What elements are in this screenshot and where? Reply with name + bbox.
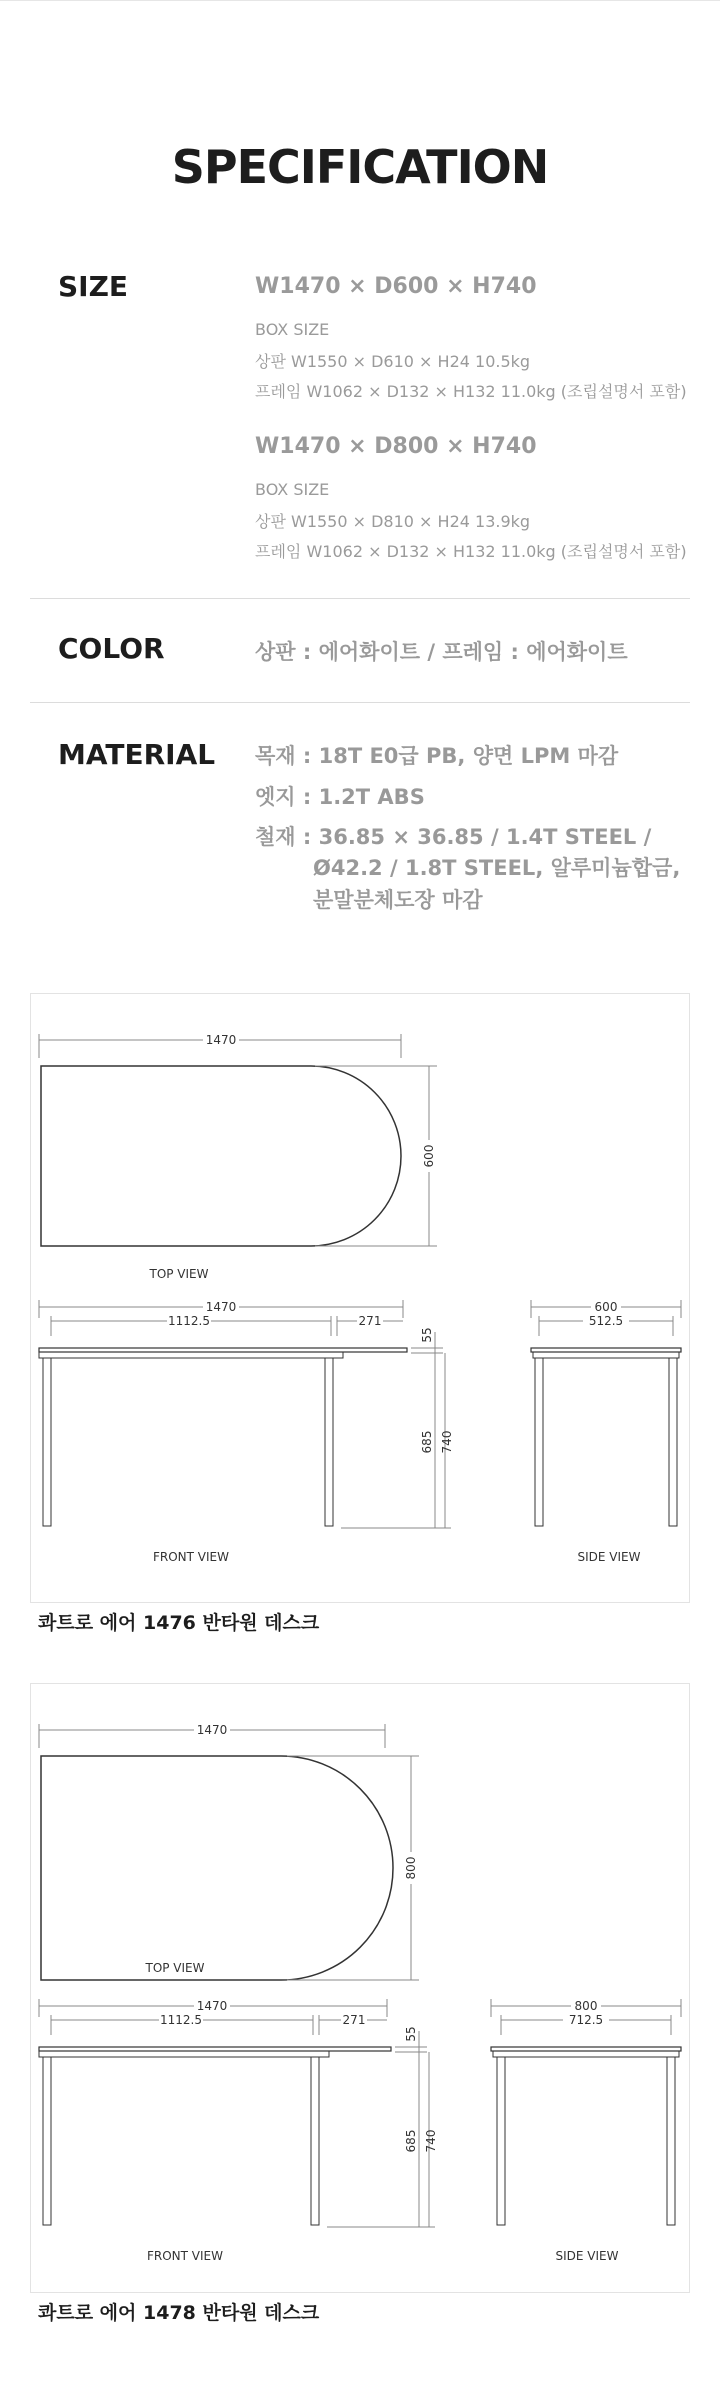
dim-frame-width: 1112.5: [160, 2013, 202, 2027]
dim-leg-height: 685: [420, 1430, 434, 1454]
front-left-leg: [43, 2057, 51, 2225]
box-size-label-1: BOX SIZE: [255, 320, 330, 339]
desk-drawing-2: [31, 1684, 689, 2292]
front-right-leg: [311, 2057, 319, 2225]
box-size-top-2: 상판 W1550 × D810 × H24 13.9kg: [255, 512, 531, 531]
box-size-frame-2: 프레임 W1062 × D132 × H132 11.0kg (조립설명서 포함): [255, 542, 687, 561]
table-top-outline: [41, 1066, 401, 1246]
dim-depth: 600: [422, 1144, 436, 1168]
dim-overhang: 271: [342, 2013, 366, 2027]
top-view-label: TOP VIEW: [149, 1267, 209, 1281]
side-left-leg: [535, 1358, 543, 1526]
material-steel: 철재 : 36.85 × 36.85 / 1.4T STEEL /: [255, 825, 652, 849]
material-wood: 목재 : 18T E0급 PB, 양면 LPM 마감: [255, 744, 619, 768]
side-right-leg: [667, 2057, 675, 2225]
front-right-leg: [325, 1358, 333, 1526]
material-steel-cont: Ø42.2 / 1.8T STEEL, 알루미늄합금,: [313, 856, 681, 880]
front-top-slab: [39, 1348, 407, 1352]
dim-top-thick: 55: [420, 1327, 434, 1343]
dim-front-width: 1470: [196, 1999, 228, 2013]
size-headline-2: W1470 × D800 × H740: [255, 434, 537, 459]
dim-side-depth: 600: [594, 1300, 618, 1314]
top-border: [0, 0, 720, 1]
color-label: COLOR: [58, 632, 165, 665]
dim-front-width: 1470: [205, 1300, 237, 1314]
drawing-caption-2: 콰트로 에어 1478 반타원 데스크: [38, 2302, 320, 2324]
color-value: 상판 : 에어화이트 / 프레임 : 에어화이트: [255, 640, 628, 664]
divider: [30, 598, 690, 599]
front-left-leg: [43, 1358, 51, 1526]
dim-frame-width: 1112.5: [168, 1314, 210, 1328]
box-size-frame-1: 프레임 W1062 × D132 × H132 11.0kg (조립설명서 포함): [255, 382, 687, 401]
front-view-label: FRONT VIEW: [146, 2249, 224, 2263]
top-view-label: TOP VIEW: [145, 1961, 205, 1975]
table-top-outline: [41, 1756, 393, 1980]
side-left-leg: [497, 2057, 505, 2225]
dim-side-depth: 800: [574, 1999, 598, 2013]
dim-width: 1470: [205, 1033, 237, 1047]
dim-side-frame: 512.5: [588, 1314, 624, 1328]
drawing-panel-2: [30, 1683, 690, 2293]
dim-top-thick: 55: [404, 2026, 418, 2042]
side-right-leg: [669, 1358, 677, 1526]
dim-side-frame: 712.5: [568, 2013, 604, 2027]
divider: [30, 702, 690, 703]
size-headline-1: W1470 × D600 × H740: [255, 274, 537, 299]
dim-depth: 800: [404, 1856, 418, 1880]
dim-width: 1470: [196, 1723, 228, 1737]
front-view-label: FRONT VIEW: [152, 1550, 230, 1564]
page-title: SPECIFICATION: [171, 140, 549, 194]
side-view-label: SIDE VIEW: [555, 2249, 619, 2263]
box-size-label-2: BOX SIZE: [255, 480, 330, 499]
side-top-slab: [491, 2047, 681, 2051]
drawing-caption-1: 콰트로 에어 1476 반타원 데스크: [38, 1612, 320, 1634]
material-edge: 엣지 : 1.2T ABS: [255, 785, 425, 809]
material-finish: 분말분체도장 마감: [313, 888, 483, 912]
dim-height: 740: [424, 2129, 438, 2153]
material-label: MATERIAL: [58, 738, 216, 771]
drawing-panel-1: [30, 993, 690, 1603]
side-top-slab: [531, 1348, 681, 1352]
side-view-label: SIDE VIEW: [577, 1550, 641, 1564]
box-size-top-1: 상판 W1550 × D610 × H24 10.5kg: [255, 352, 531, 371]
desk-drawing-1: [31, 994, 689, 1602]
front-top-slab: [39, 2047, 391, 2051]
dim-overhang: 271: [358, 1314, 382, 1328]
dim-leg-height: 685: [404, 2129, 418, 2153]
size-label: SIZE: [58, 270, 129, 303]
dim-height: 740: [440, 1430, 454, 1454]
